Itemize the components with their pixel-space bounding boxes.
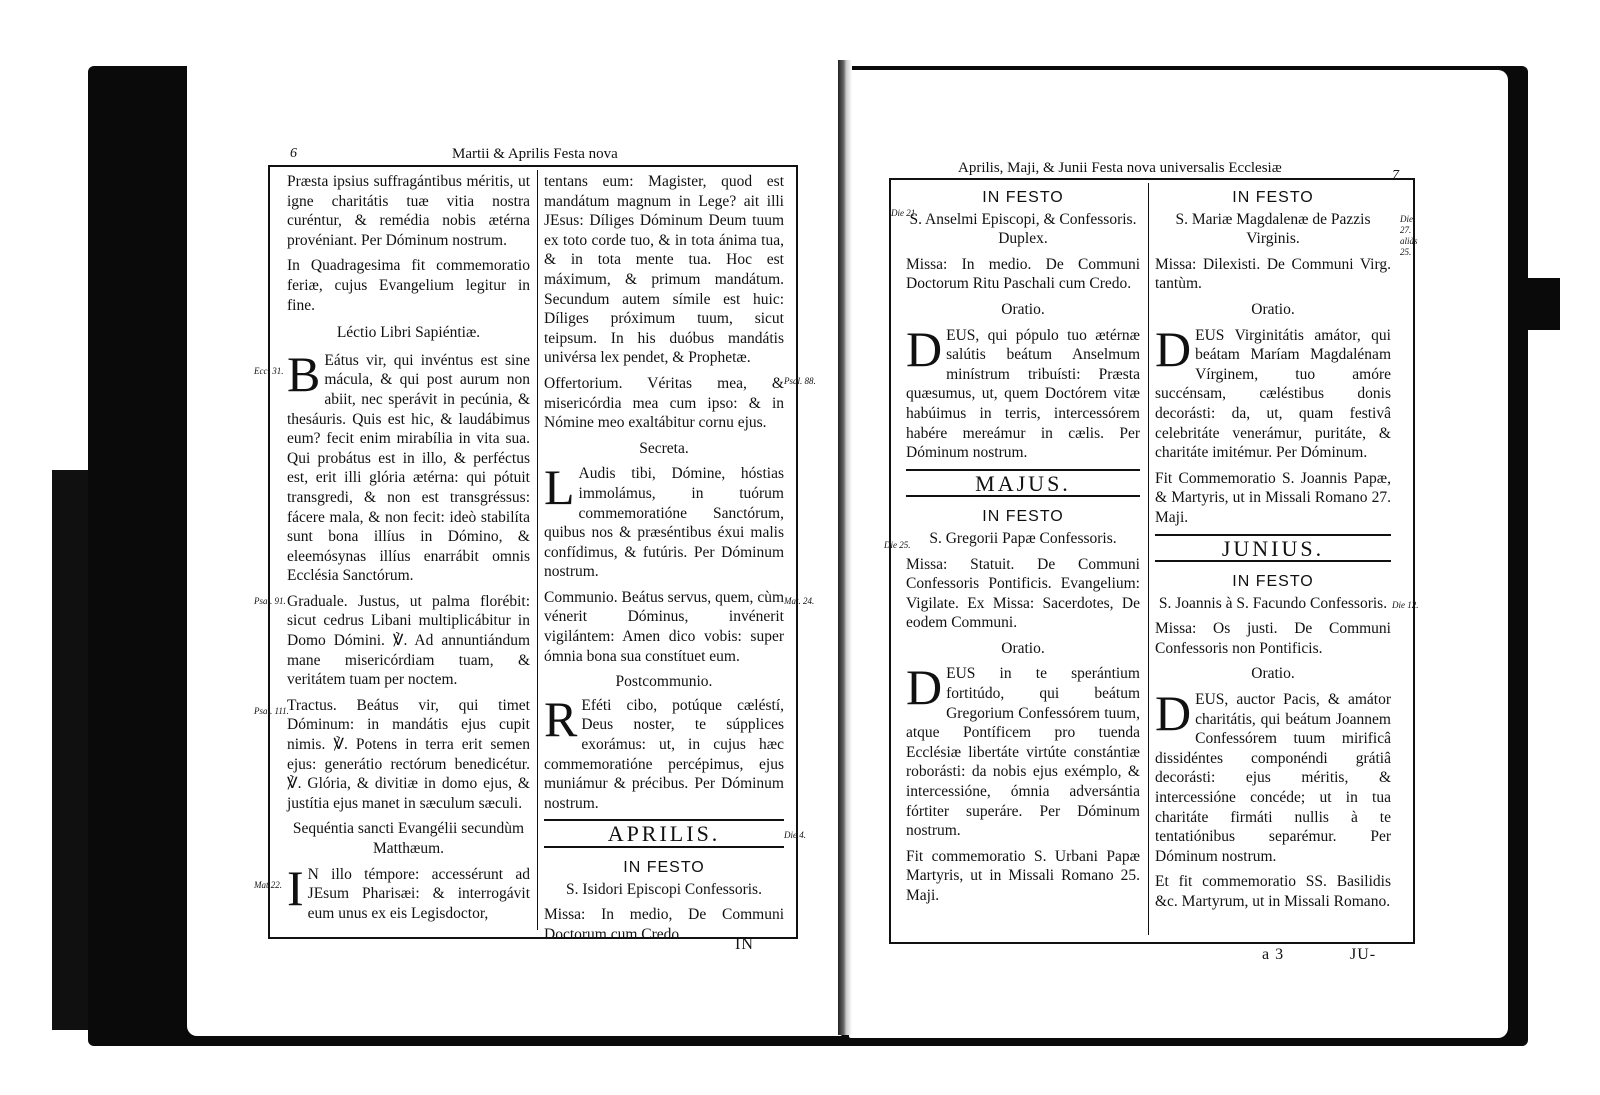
- month-heading-aprilis: APRILIS.: [544, 819, 784, 848]
- secreta-heading: Secreta.: [639, 439, 689, 457]
- dropcap-i: I: [287, 859, 304, 916]
- oratio-magdalena-text: EUS Virginitátis amátor, qui beátam Maríam Magdalénam Vírginem, tuo amóre succénsam, cæléstibus donis decorásti: da, ut, quam festivâ celebritáte venerámur, puritáte, & charitáte imitémur. Per Dóminum.: [1155, 326, 1391, 462]
- in-festo-gregory-heading: IN FESTO: [982, 508, 1064, 526]
- left-page-number: 6: [290, 146, 297, 161]
- missa-facundo: Missa: Os justi. De Communi Confessoris non Pontificis.: [1155, 620, 1391, 657]
- dropcap-r: R: [544, 690, 578, 747]
- graduale-text: Graduale. Justus, ut palma florébit: sicut cedrus Libani multiplicábitur in Domo Dómini. ℣. Ad annuntiándum mane misericórdiam tuam, & veritátem tuam per noctem.: [287, 592, 530, 689]
- lectio-heading: Léctio Libri Sapiéntiæ.: [336, 324, 481, 342]
- dropcap-d-magdalena: D: [1155, 320, 1192, 377]
- margin-note-die-27: Die 27. aliàs 25.: [1400, 214, 1418, 257]
- left-column-2: [544, 172, 784, 950]
- margin-note-mat-22: Mat 22.: [254, 880, 282, 890]
- month-heading-junius: JUNIUS.: [1155, 534, 1391, 563]
- secreta-text: Audis tibi, Dómine, hóstias immolámus, in tuórum commemoratióne Sanctórum, quibus nos & præséntibus éxui malis confídimus, & futúris. Per Dóminum nostrum.: [544, 465, 784, 581]
- rubric-quadragesima: In Quadragesima fit commemoratio feriæ, cujus Evangelium legitur in fine.: [287, 257, 530, 314]
- margin-note-die-21: Die 21.: [891, 208, 918, 218]
- dropcap-l: L: [544, 459, 575, 516]
- oratio-magdalena-heading: Oratio.: [1251, 300, 1295, 318]
- postcommunio-text: Eféti cibo, potúque cæléstí, Deus noster, te súpplices exorámus: ut, in cujus hæc commemoratióne percépimus, ejus muniámur & précibus. Per Dóminum nostrum.: [544, 696, 784, 812]
- saint-isidore: S. Isidori Episcopi Confessoris.: [566, 880, 762, 898]
- right-signature-mark: a 3: [1262, 946, 1285, 963]
- offertorium-text: Offertorium. Véritas mea, & misericórdia mea cum ipso: & in Nómine meo exaltábitur cornu ejus.: [544, 374, 784, 432]
- commemoratio-joannis-papae: Fit Commemoratio S. Joannis Papæ, & Martyris, ut in Missali Romano 27. Maji.: [1155, 469, 1391, 526]
- margin-note-psal-88: Psal. 88.: [784, 376, 816, 386]
- margin-note-eccl: Eccl 31.: [254, 366, 284, 376]
- in-festo-anselm-heading: IN FESTO: [982, 189, 1064, 206]
- margin-note-mat-24: Mat. 24.: [784, 596, 815, 606]
- oratio-anselm-heading: Oratio.: [1001, 300, 1045, 318]
- prayer-ending: Præsta ipsius suffragántibus méritis, ut igne charitátis tuæ vitia nostra curéntur, & remédia nobis ætérna provéniant. Per Dóminum nostrum.: [287, 173, 530, 249]
- left-column-1: [287, 172, 530, 929]
- in-festo-facundo-heading: IN FESTO: [1232, 573, 1314, 591]
- missa-anselm: Missa: In medio. De Communi Doctorum Ritu Paschali cum Credo.: [906, 255, 1140, 293]
- book-gutter: [838, 60, 852, 1035]
- saint-magdalena: S. Mariæ Magdalenæ de Pazzis Virginis.: [1175, 210, 1371, 248]
- in-festo-magdalena-heading: IN FESTO: [1232, 189, 1314, 206]
- right-running-head: Aprilis, Maji, & Junii Festa nova universalis Ecclesiæ: [958, 160, 1282, 176]
- right-column-1: [906, 186, 1140, 912]
- right-page-number: 7: [1392, 168, 1399, 183]
- cover-tab: [1526, 278, 1560, 330]
- saint-anselm: S. Anselmi Episcopi, & Confessoris. Duplex.: [909, 210, 1137, 248]
- missa-isidore: Missa: In medio, De Communi Doctorum cum Credo.: [544, 906, 784, 943]
- margin-note-psal-111: Psal. 111.: [254, 706, 289, 716]
- in-festo-heading: IN FESTO: [623, 859, 705, 876]
- margin-note-die-4: Die 4.: [784, 830, 806, 840]
- postcommunio-heading: Postcommunio.: [615, 673, 713, 691]
- tractus-text: Tractus. Beátus vir, qui timet Dóminum: in mandátis ejus cupit nimis. ℣. Potens in terra erit semen ejus: generátio rectórum benedicétur. ℣. Glória, & divitiæ in domo ejus, & justítia ejus manet in sæculum sæculi.: [287, 696, 530, 812]
- oratio-facundo-text: EUS, auctor Pacis, & amátor charitátis, qui beátum Joannem Confessórem tuum mirificâ dissidéntes componéndi grátiâ decorásti: ejus méritis, & intercessióne concéde; ut in tua charitáte firmáti nullis à te tentatiónibus separémur. Per Dóminum nostrum.: [1155, 691, 1391, 865]
- oratio-facundo-heading: Oratio.: [1251, 665, 1295, 683]
- oratio-gregory-text: EUS in te sperántium fortitúdo, qui beátum Gregorium Confessórem tuum, atque Pontíficem pro tuenda Ecclésiæ libertáte virtúte constántiæ roborásti: da nobis ejus exémplo, & intercessióne, ómnia adversántia fórtiter superáre. Per Dóminum nostrum.: [906, 665, 1140, 840]
- left-catchword: IN: [735, 936, 754, 953]
- saint-gregory: S. Gregorii Papæ Confessoris.: [929, 529, 1117, 547]
- margin-note-die-12: Die 12.: [1392, 600, 1419, 610]
- left-running-head: Martii & Aprilis Festa nova: [452, 146, 618, 162]
- right-column-2: [1155, 186, 1391, 918]
- communio-text: Communio. Beátus servus, quem, cùm vénerit Dóminus, invénerit vigilántem: Amen dico vobis: super ómnia bona sua constítuet eum.: [544, 588, 784, 665]
- oratio-gregory-heading: Oratio.: [1001, 639, 1045, 657]
- oratio-anselm-text: EUS, qui pópulo tuo ætérnæ salútis beátum Anselmum minístrum tribuísti: Præsta quæsumus, ut, quem Doctórem vitæ habúimus in terris, intercessórem habére mereámur in cælis. Per Dóminum nostrum.: [906, 326, 1140, 462]
- missa-magdalena: Missa: Dilexisti. De Communi Virg. tantùm.: [1155, 255, 1391, 293]
- margin-note-die-25: Die 25.: [884, 540, 911, 550]
- gospel-continued: tentans eum: Magister, quod est mandátum magnum in Lege? ait illi JEsus: Díliges Dóminum Deum tuum ex toto corde tuo, & in tota ánima tua, & in tota mente tua. Hoc est máximum, & primum mandátum. Secundum autem símile est huic: Díliges próximum tuum, sicut teipsum. In his duóbus mandátis univérsa lex pendet, & Prophetæ.: [544, 173, 784, 367]
- commemoratio-urban: Fit commemoratio S. Urbani Papæ Martyris, ut in Missali Romano 25. Maji.: [906, 847, 1140, 904]
- saint-joannis-facundo: S. Joannis à S. Facundo Confessoris.: [1158, 594, 1388, 612]
- commemoratio-basilidis: Et fit commemoratio SS. Basilidis &c. Martyrum, ut in Missali Romano.: [1155, 873, 1391, 910]
- missa-gregory: Missa: Statuit. De Communi Confessoris Pontificis. Evangelium: Vigilate. Ex Missa: Sacerdotes, De eodem Communi.: [906, 555, 1140, 632]
- lectio-text: Eátus vir, qui invéntus est sine mácula, & qui post aurum non abiit, nec sperávit in pecúnia, & thesáuris. Quis est hic, & laudábimus eum? fecit enim mirabília in vita sua. Qui probátus est in illo, & perféctus est, erit illi glória ætérna: qui pótuit transgredi, & non est transgréssus: fácere mala, & non fecit: ideò stabilíta sunt bona illíus in Dómino, & eleemósynas illíus enarrábit omnis Ecclésia Sanctórum.: [287, 351, 530, 585]
- gospel-heading: Sequéntia sancti Evangélii secundùm Matthæum.: [292, 820, 525, 857]
- margin-note-psal-91: Psal. 91.: [254, 596, 286, 606]
- dropcap-d-anselm: D: [906, 320, 943, 377]
- left-column-rule: [537, 170, 538, 930]
- dropcap-d-gregory: D: [906, 659, 943, 716]
- month-heading-majus: MAJUS.: [906, 469, 1140, 498]
- dropcap-b: B: [287, 345, 321, 402]
- right-catchword: JU-: [1350, 946, 1377, 963]
- right-column-rule: [1148, 183, 1149, 935]
- dropcap-d-facundo: D: [1155, 685, 1192, 742]
- gospel-text: N illo témpore: accessérunt ad JEsum Pharisæi: & interrogávit eum unus ex eis Legisdoctor,: [307, 865, 530, 922]
